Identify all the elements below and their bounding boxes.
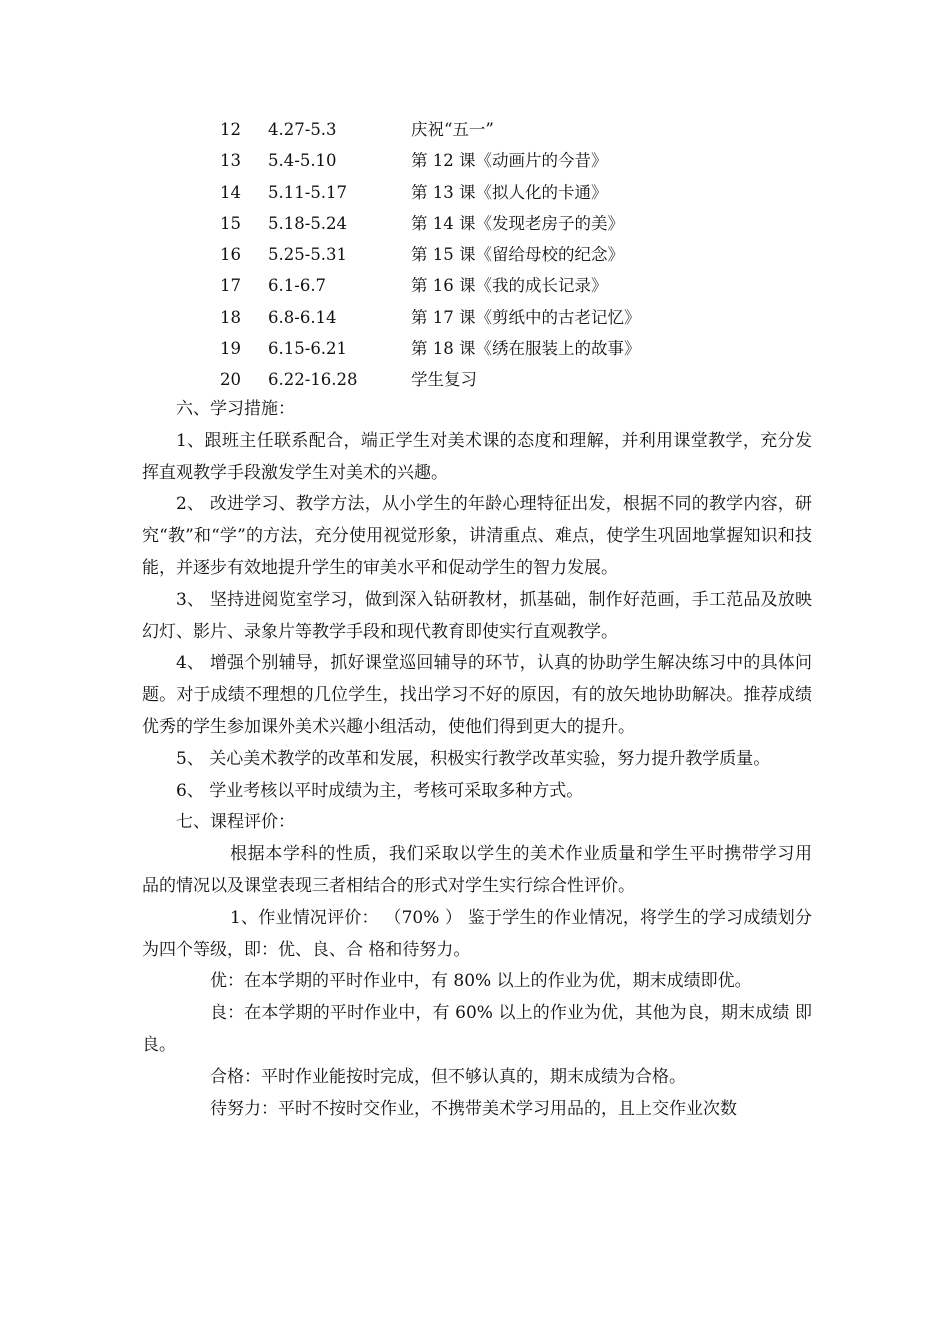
lesson-topic: 庆祝“五一” (411, 120, 494, 139)
schedule-row (0, 302, 950, 333)
date-range: 5.11-5.17 (268, 182, 348, 202)
date-range: 5.4-5.10 (268, 151, 337, 171)
evaluation-intro: 根据本学科的性质，我们采取以学生的美术作业质量和学生平时携带学习用 品的情况以及课堂表现三者相结合的形式对学生实行综合性评价。 (142, 844, 812, 896)
week-number: 18 (220, 307, 241, 327)
schedule-table (0, 114, 950, 396)
measure-paragraph: 1、跟班主任联系配合，端正学生对美术课的态度和理解，并利用课堂教学，充分发挥直观教学手段激发学生对美术的兴趣。 (142, 430, 812, 483)
week-number: 16 (220, 245, 241, 265)
date-range: 6.8-6.14 (268, 307, 337, 327)
week-number: 15 (220, 213, 241, 233)
lesson-topic: 第 14 课《发现老房子的美》 (411, 213, 624, 233)
section-heading-course-evaluation: 七、课程评价： (176, 812, 295, 833)
schedule-row (0, 177, 950, 208)
week-number: 17 (220, 276, 241, 296)
week-number: 13 (220, 151, 241, 171)
measure-paragraph: 4、 增强个别辅导，抓好课堂巡回辅导的环节，认真的协助学生解决练习中的具体问题。对于成绩不理想的几位学生，找出学习不好的原因，有的放矢地协助解决。推荐成绩优秀的学生参加课外美术兴趣小组活动，使他们得到更大的提升。 (142, 653, 812, 737)
week-number: 19 (220, 339, 241, 359)
schedule-row (0, 364, 950, 395)
schedule-row (0, 270, 950, 301)
lesson-topic: 第 16 课《我的成长记录》 (411, 276, 608, 296)
date-range: 5.25-5.31 (268, 245, 348, 265)
lesson-topic: 学生复习 (411, 370, 477, 390)
date-range: 5.18-5.24 (268, 213, 348, 233)
grade-needs-effort: 待努力：平时不按时交作业，不携带美术学习用品的，且上交作业次数 (210, 1098, 737, 1119)
lesson-topic: 第 13 课《拟人化的卡通》 (411, 182, 608, 202)
document-body (142, 394, 812, 1125)
measure-paragraph: 3、 坚持进阅览室学习，做到深入钻研教材，抓基础，制作好范画，手工范品及放映幻灯、影片、录象片等教学手段和现代教育即使实行直观教学。 (142, 589, 812, 642)
section-heading-learning-measures: 六、学习措施： (176, 399, 295, 419)
schedule-row (0, 114, 950, 145)
date-range: 6.15-6.21 (268, 339, 348, 359)
week-number: 14 (220, 182, 241, 202)
measure-paragraph: 2、 改进学习、教学方法，从小学生的年龄心理特征出发，根据不同的教学内容，研究“教”和“学”的方法，充分使用视觉形象，讲清重点、难点，使学生巩固地掌握知识和技能，并逐步有效地提升学生的审美水平和促动学生的智力发展。 (142, 494, 812, 578)
grade-good: 良：在本学期的平时作业中，有 60% 以上的作业为优，其他为良，期末成绩 即良。 (142, 1003, 812, 1055)
schedule-row (0, 239, 950, 270)
date-range: 6.22-16.28 (268, 370, 358, 390)
homework-evaluation: 1、作业情况评价： （70% ） 鉴于学生的作业情况，将学生的学习成绩划分为四个等级，即：优、良、合 格和待努力。 (142, 907, 812, 960)
measure-paragraph: 6、 学业考核以平时成绩为主，考核可采取多种方式。 (176, 780, 584, 801)
lesson-topic: 第 18 课《绣在服装上的故事》 (411, 339, 641, 359)
grade-pass: 合格：平时作业能按时完成，但不够认真的，期末成绩为合格。 (210, 1066, 686, 1087)
schedule-row (0, 333, 950, 364)
grade-excellent: 优：在本学期的平时作业中，有 80% 以上的作业为优，期末成绩即优。 (210, 971, 752, 992)
lesson-topic: 第 17 课《剪纸中的古老记忆》 (411, 307, 641, 327)
lesson-topic: 第 15 课《留给母校的纪念》 (411, 245, 624, 265)
measure-paragraph: 5、 关心美术教学的改革和发展，积极实行教学改革实验，努力提升教学质量。 (176, 748, 771, 769)
date-range: 6.1-6.7 (268, 276, 327, 296)
schedule-row (0, 208, 950, 239)
lesson-topic: 第 12 课《动画片的今昔》 (411, 151, 608, 171)
week-number: 12 (220, 120, 241, 139)
schedule-row (0, 145, 950, 176)
week-number: 20 (220, 370, 241, 390)
date-range: 4.27-5.3 (268, 120, 337, 139)
